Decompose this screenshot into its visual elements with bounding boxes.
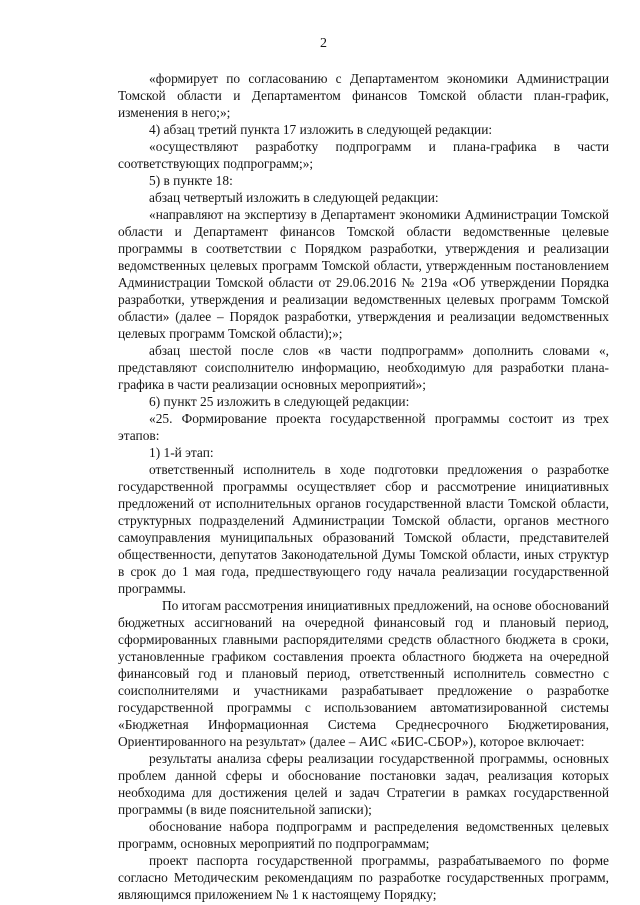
paragraph: «направляют на экспертизу в Департамент экономики Администрации Томской области и Департамент финансов Томской области ведомственные целевые программы в соответствии с Порядком разработки, утверждения и реализации ведомственных целевых программ Томской области, утвержденным постановлением Администрации Томской области от 29.06.2016 № 219а «Об утверждении Порядка разработки, утверждения и реализации ведомственных целевых программ Томской области» (далее – Порядок разработки, утверждения и реализации ведомственных целевых программ Томской области);»; bbox=[118, 207, 609, 341]
paragraph: 1) 1-й этап: bbox=[149, 445, 214, 460]
paragraph: абзац шестой после слов «в части подпрограмм» дополнить словами «, представляют соисполнителю информацию, необходимую для разработки плана-графика в части реализации основных мероприятий»; bbox=[118, 343, 609, 392]
paragraph: 4) абзац третий пункта 17 изложить в следующей редакции: bbox=[149, 122, 493, 137]
paragraph: По итогам рассмотрения инициативных предложений, на основе обоснований бюджетных ассигнований на очередной финансовый год и плановый период, сформированных главными распорядителями средств областного бюджета в сроки, установленные графиком составления проекта областного бюджета на очередной финансовый год и плановый период, ответственный исполнитель совместно с соисполнителями и участниками разрабатывает предложение о разработке государственной программы с использованием автоматизированной системы «Бюджетная Информационная Система Среднесрочного Бюджетирования, Ориентированного на результат» (далее – АИС «БИС-СБОР»), которое включает: bbox=[118, 598, 609, 749]
paragraph: «формирует по согласованию с Департаментом экономики Администрации Томской области и Департаментом финансов Томской области план-график, изменения в него;»; bbox=[118, 71, 609, 120]
paragraph: проект паспорта государственной программы, разрабатываемого по форме согласно Методическим рекомендациям по разработке государственных программ, являющимся приложением № 1 к настоящему Порядку; bbox=[118, 853, 609, 902]
paragraph: результаты анализа сферы реализации государственной программы, основных проблем данной сферы и обоснование постановки задач, реализация которых необходима для достижения целей и задач Стратегии в рамках государственной программы (в виде пояснительной записки); bbox=[118, 751, 609, 817]
paragraph: «осуществляют разработку подпрограмм и плана-графика в части соответствующих подпрограмм;»; bbox=[118, 139, 609, 171]
paragraph: абзац четвертый изложить в следующей редакции: bbox=[149, 190, 439, 205]
paragraph: обоснование набора подпрограмм и распределения ведомственных целевых программ, основных мероприятий по подпрограммам; bbox=[118, 819, 609, 851]
paragraph: «25. Формирование проекта государственной программы состоит из трех этапов: bbox=[118, 411, 609, 443]
paragraph: 6) пункт 25 изложить в следующей редакции: bbox=[149, 394, 410, 409]
document-body bbox=[118, 70, 609, 903]
paragraph: 5) в пункте 18: bbox=[149, 173, 233, 188]
page-number: 2 bbox=[320, 36, 327, 51]
paragraph: ответственный исполнитель в ходе подготовки предложения о разработке государственной программы осуществляет сбор и рассмотрение инициативных предложений от исполнительных органов государственной власти Томской области, структурных подразделений Администрации Томской области, органов местного самоуправления муниципальных образований Томской области, представителей общественности, депутатов Законодательной Думы Томской области, иных структур в срок до 1 мая года, предшествующего году начала реализации государственной программы. bbox=[118, 462, 609, 596]
